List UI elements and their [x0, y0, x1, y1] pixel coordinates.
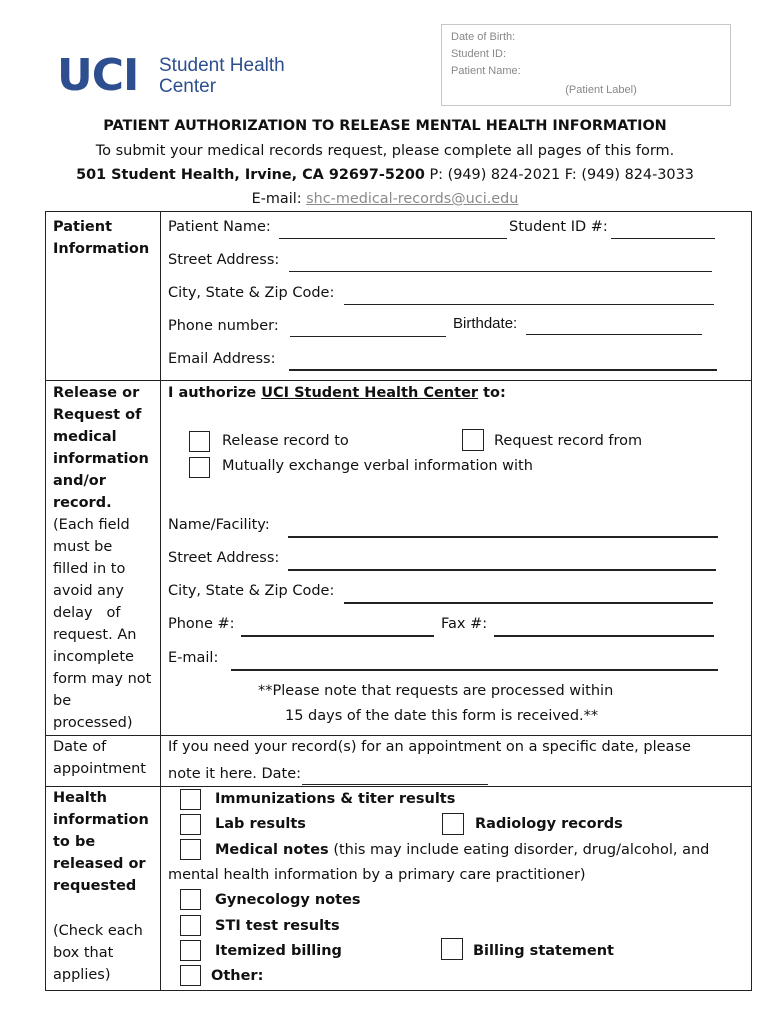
student-id-label: Student ID:: [451, 48, 507, 60]
release-section-label: Release or Request of medical information and/or record. (Each field must be filled in to avoid any delay of request. An incomplete form may not be processed): [53, 385, 152, 731]
email-link[interactable]: shc-medical-records@uci.edu: [306, 191, 519, 207]
billing-statement-label: Billing statement: [473, 943, 614, 959]
lab-results-checkbox[interactable]: [180, 814, 201, 835]
appointment-text-line-1: If you need your record(s) for an appointment on a specific date, please: [168, 739, 691, 755]
fax-prefix: F:: [564, 167, 577, 183]
birthdate-label: Birthdate:: [453, 315, 518, 332]
release-city-label: City, State & Zip Code:: [168, 583, 335, 599]
itemized-billing-label: Itemized billing: [215, 943, 342, 959]
other-label: Other:: [211, 968, 264, 984]
release-fax-field[interactable]: [494, 621, 714, 637]
request-record-label: Request record from: [494, 433, 643, 449]
appointment-text-line-2: note it here. Date:: [168, 766, 302, 782]
email-line: [0, 191, 770, 207]
billing-statement-checkbox[interactable]: [441, 938, 463, 960]
release-city-field[interactable]: [344, 588, 713, 604]
immunizations-label: Immunizations & titer results: [215, 791, 456, 807]
gynecology-checkbox[interactable]: [180, 889, 201, 910]
student-id-label: Student ID #:: [509, 219, 608, 235]
patient-label-caption: (Patient Label): [565, 84, 637, 96]
patient-label-box: [441, 24, 731, 106]
appointment-section-label: Date of appointment: [53, 739, 146, 777]
release-email-label: E-mail:: [168, 650, 219, 666]
logo-line-2: Center: [159, 76, 217, 97]
authorize-statement: I authorize UCI Student Health Center to:: [168, 385, 506, 401]
patient-name-field[interactable]: [279, 224, 507, 239]
logo-line-1: Student Health: [159, 55, 285, 76]
release-street-field[interactable]: [288, 555, 716, 571]
contact-line: [0, 167, 770, 183]
column-divider: [160, 212, 161, 990]
lab-results-label: Lab results: [215, 816, 306, 832]
medical-notes-checkbox[interactable]: [180, 839, 201, 860]
release-fax-label: Fax #:: [441, 616, 488, 632]
request-record-checkbox[interactable]: [462, 429, 484, 451]
dob-label: Date of Birth:: [451, 31, 516, 43]
release-phone-label: Phone #:: [168, 616, 235, 632]
student-id-field[interactable]: [611, 224, 715, 239]
logo-text: [159, 55, 309, 97]
release-phone-field[interactable]: [241, 621, 434, 637]
appointment-date-field[interactable]: [302, 770, 488, 785]
form-title: PATIENT AUTHORIZATION TO RELEASE MENTAL HEALTH INFORMATION: [103, 118, 667, 134]
row-divider-1: [46, 380, 751, 381]
email-address-label: Email Address:: [168, 351, 276, 367]
logo-mark: UCI: [57, 50, 139, 101]
city-state-zip-field[interactable]: [344, 290, 714, 305]
form-subtitle: To submit your medical records request, please complete all pages of this form.: [95, 143, 675, 159]
immunizations-checkbox[interactable]: [180, 789, 201, 810]
radiology-checkbox[interactable]: [442, 813, 464, 835]
health-section-label: Health information to be released or requested: [53, 790, 149, 894]
patient-name-label: Patient Name:: [168, 219, 271, 235]
email-address-field[interactable]: [289, 355, 717, 371]
street-address-label: Street Address:: [168, 252, 280, 268]
phone: (949) 824-2021: [447, 167, 561, 183]
patient-name-label: Patient Name:: [451, 65, 521, 77]
medical-notes-line: Medical notes (this may include eating disorder, drug/alcohol, and: [215, 842, 710, 858]
city-state-zip-label: City, State & Zip Code:: [168, 285, 335, 301]
medical-notes-detail-line-2: mental health information by a primary care practitioner): [168, 867, 586, 883]
facility-label: Name/Facility:: [168, 517, 270, 533]
sti-label: STI test results: [215, 918, 340, 934]
exchange-info-checkbox[interactable]: [189, 457, 210, 478]
row-divider-2: [46, 735, 751, 736]
release-email-field[interactable]: [231, 655, 718, 671]
patient-section-label: Patient Information: [53, 219, 150, 257]
processing-note-line-2: 15 days of the date this form is received.**: [285, 708, 599, 724]
phone-number-field[interactable]: [290, 322, 446, 337]
other-checkbox[interactable]: [180, 965, 201, 986]
street-address-field[interactable]: [289, 257, 712, 272]
release-record-label: Release record to: [222, 433, 349, 449]
release-record-checkbox[interactable]: [189, 431, 210, 452]
email-label: E-mail:: [251, 191, 302, 207]
facility-field[interactable]: [288, 522, 718, 538]
sti-checkbox[interactable]: [180, 915, 201, 936]
processing-note-line-1: **Please note that requests are processed within: [258, 683, 614, 699]
row-divider-3: [46, 786, 751, 787]
address: 501 Student Health, Irvine, CA 92697-5200: [76, 167, 425, 183]
itemized-billing-checkbox[interactable]: [180, 940, 201, 961]
fax: (949) 824-3033: [581, 167, 694, 183]
release-street-label: Street Address:: [168, 550, 280, 566]
birthdate-field[interactable]: [526, 320, 702, 335]
radiology-label: Radiology records: [475, 816, 623, 832]
phone-number-label: Phone number:: [168, 318, 279, 334]
health-section-note: (Check each box that applies): [53, 923, 143, 983]
gynecology-label: Gynecology notes: [215, 892, 361, 908]
phone-prefix: P:: [429, 167, 444, 183]
exchange-info-label: Mutually exchange verbal information with: [222, 458, 533, 474]
